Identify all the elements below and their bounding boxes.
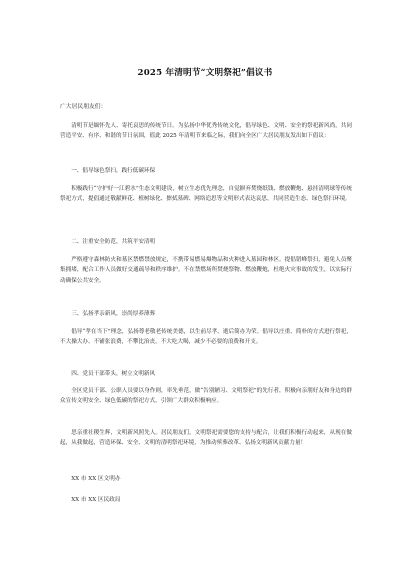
- section-4-heading: 四、党员干部带头，树立文明新风: [71, 371, 156, 377]
- signature-civil-affairs-bureau: XX 市 XX 区民政局: [71, 497, 121, 503]
- section-4-body: 全区党员干部、公职人员要以身作则，率先垂范，做“告别陋习、文明祭祀”的先行者，积极向亲朋好友和身边的群众宣传文明安全、绿色低碳的祭祀方式，引领广大群众积极响应。: [60, 388, 352, 405]
- section-2-body: 严格遵守森林防火和墓区禁燃禁放规定，不携带易燃易爆物品和火种进入墓园和林区。提倡错峰祭扫，避免人员聚集拥堵，配合工作人员做好交通疏导和秩序维护。不在禁燃场所焚烧祭物、燃放鞭炮，杜绝火灾事故的发生，以实际行动确保公共安全。: [60, 257, 352, 284]
- signature-civilization-office: XX 市 XX 区文明办: [71, 476, 121, 482]
- closing-paragraph: 思亲重社稷生辉，文明新风照先人。居民朋友们，文明祭祀需要您的支持与配合，让我们积极行动起来，从现在做起，从我做起，营造环保、安全、文明的清明祭祀环境，为推动殡葬改革、弘扬文明新风贡献力量！: [60, 430, 352, 447]
- intro-paragraph: 清明节是缅怀先人、寄托哀思的传统节日。为弘扬中华优秀传统文化，倡导绿色、文明、安全的祭祀新风尚，共同营造平安、有序、和谐的节日氛围，值此 2025 年清明节来临之际，我们向全区广大居民朋友发出如下倡议：: [60, 123, 352, 140]
- section-3-body: 倡导“孝在当下”理念，弘扬尊老敬老传统美德，以生前尽孝、逝后简办为荣。倡导以庄重、简朴的方式进行祭祀，不大操大办、不铺张浪费，不攀比治丧，不大吃大喝，减少不必要的浪费和开支。: [60, 329, 352, 346]
- section-1-heading: 一、倡导绿色祭扫，践行低碳环保: [71, 168, 156, 174]
- salutation: 广大居民朋友们：: [60, 104, 107, 110]
- section-3-heading: 三、弘扬孝亲新风，崇尚厚养薄葬: [71, 311, 156, 317]
- document-title: 2025 年清明节“文明祭祀”倡议书: [137, 68, 273, 78]
- section-2-heading: 二、注重安全防范，共筑平安清明: [71, 239, 156, 245]
- section-1-body: 积极践行“守护好一江碧水”生态文明建设，树立生态优先理念，自觉摒弃焚烧纸钱、燃放鞭炮、悬挂清明球等传统祭祀方式，提倡通过敬献鲜花、植树绿化、擦拭墓碑、网络追思等文明形式表达哀思，共同营造生态、绿色祭扫环境。: [60, 186, 352, 203]
